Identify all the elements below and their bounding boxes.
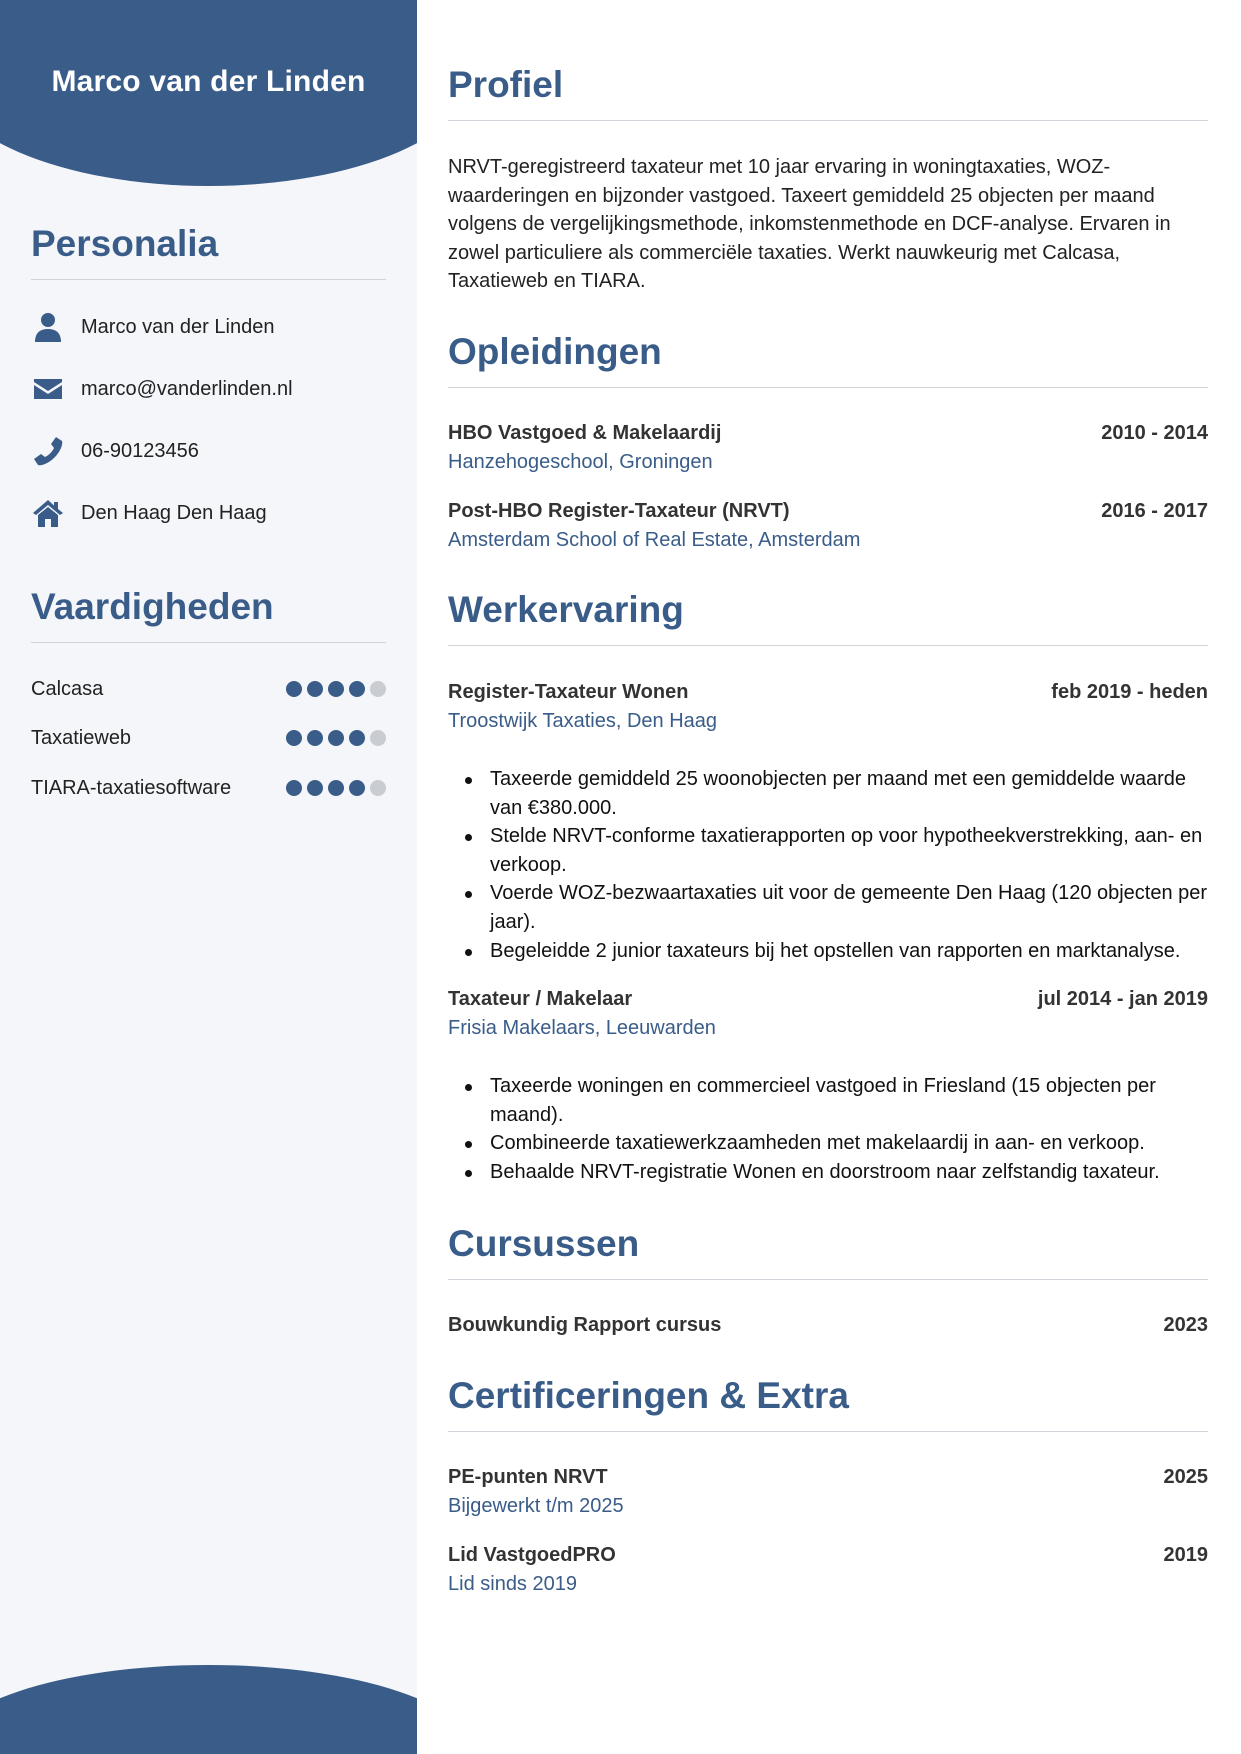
entry-date: 2023 [1163,1314,1208,1336]
entry-date: 2016 - 2017 [1101,500,1208,522]
rating-dot-filled [286,681,302,697]
entry-detail: Bijgewerkt t/m 2025 [448,1495,624,1517]
contact-address-row [31,496,267,530]
sidebar-footer-shape [0,1665,417,1754]
bullet-item: Taxeerde gemiddeld 25 woonobjecten per maand met een gemiddelde waarde van €380.000. [448,765,1208,822]
entry-title: PE-punten NRVT [448,1466,608,1488]
bullet-item: Begeleidde 2 junior taxateurs bij het opstellen van rapporten en marktanalyse. [448,937,1208,966]
work-entry [448,681,1208,965]
envelope-icon [31,372,65,406]
skill-name: Calcasa [31,677,104,700]
rating-dot-filled [349,681,365,697]
skill-row [31,723,386,753]
entry-date: 2019 [1163,1544,1208,1566]
cert-entry [448,1544,1208,1596]
entry-title: Taxateur / Makelaar [448,988,633,1010]
skill-name: Taxatieweb [31,726,132,749]
sidebar [0,0,417,1754]
rating-dot-filled [328,780,344,796]
profile-text: NRVT-geregistreerd taxateur met 10 jaar ervaring in woningtaxaties, WOZ-waarderingen en bijzonder vastgoed. Taxeert gemiddeld 25 objecten per maand volgens de vergelijkingsmethode, inkomstenmethode en DCF-analyse. Ervaren in zowel particuliere als commerciële taxaties. Werkt nauwkeurig met Calcasa, Taxatieweb en TIARA. [448,156,1171,293]
entry-date: 2010 - 2014 [1101,422,1208,444]
entry-title: Register-Taxateur Wonen [448,681,689,703]
bullet-item: Stelde NRVT-conforme taxatierapporten op voor hypotheekverstrekking, aan- en verkoop. [448,822,1208,879]
entry-title: Bouwkundig Rapport cursus [448,1314,722,1336]
education-entry [448,422,1208,474]
rating-dot-filled [286,730,302,746]
user-icon [31,310,65,344]
work-entry [448,988,1208,1186]
personalia-title: Personalia [31,223,386,280]
contact-email-row[interactable] [31,372,293,406]
cert-title: Certificeringen & Extra [448,1375,1208,1432]
contact-name-row [31,310,274,344]
work-bullets [448,1072,1208,1186]
entry-date: feb 2019 - heden [1051,681,1208,703]
entry-institution: Amsterdam School of Real Estate, Amsterdam [448,529,861,551]
entry-title: HBO Vastgoed & Makelaardij [448,422,722,444]
work-bullets [448,765,1208,965]
rating-dot-filled [328,730,344,746]
skill-name: TIARA-taxatiesoftware [31,776,232,799]
rating-dot-filled [286,780,302,796]
entry-company: Frisia Makelaars, Leeuwarden [448,1017,716,1039]
education-entry [448,500,1208,552]
entry-date: jul 2014 - jan 2019 [1037,988,1208,1010]
skill-row [31,674,386,704]
entry-institution: Hanzehogeschool, Groningen [448,451,713,473]
bullet-item: Voerde WOZ-bezwaartaxaties uit voor de gemeente Den Haag (120 objecten per jaar). [448,879,1208,936]
contact-name: Marco van der Linden [81,315,275,338]
courses-title: Cursussen [448,1223,1208,1280]
home-icon [31,496,65,530]
skill-row [31,773,386,803]
rating-dot-filled [349,730,365,746]
contact-address: Den Haag Den Haag [81,501,267,524]
education-title: Opleidingen [448,331,1208,388]
course-entry [448,1314,1208,1337]
phone-icon [31,434,65,468]
entry-title: Post-HBO Register-Taxateur (NRVT) [448,500,790,522]
rating-dot-empty [370,780,386,796]
skill-rating [286,730,386,746]
skill-rating [286,780,386,796]
contact-email[interactable]: marco@vanderlinden.nl [81,377,293,400]
work-title: Werkervaring [448,589,1208,646]
rating-dot-filled [349,780,365,796]
rating-dot-filled [328,681,344,697]
rating-dot-filled [307,681,323,697]
bullet-item: Taxeerde woningen en commercieel vastgoed in Friesland (15 objecten per maand). [448,1072,1208,1129]
skills-title: Vaardigheden [31,586,386,643]
candidate-name: Marco van der Linden [51,65,366,98]
entry-date: 2025 [1163,1466,1208,1488]
entry-company: Troostwijk Taxaties, Den Haag [448,710,718,732]
bullet-item: Combineerde taxatiewerkzaamheden met makelaardij in aan- en verkoop. [448,1129,1208,1158]
bullet-item: Behaalde NRVT-registratie Wonen en doorstroom naar zelfstandig taxateur. [448,1158,1208,1187]
contact-phone[interactable]: 06-90123456 [81,439,199,462]
entry-detail: Lid sinds 2019 [448,1573,577,1595]
skill-rating [286,681,386,697]
contact-phone-row[interactable] [31,434,199,468]
rating-dot-filled [307,730,323,746]
rating-dot-filled [307,780,323,796]
entry-title: Lid VastgoedPRO [448,1544,616,1566]
profile-title: Profiel [448,64,1208,121]
rating-dot-empty [370,730,386,746]
cert-entry [448,1466,1208,1518]
rating-dot-empty [370,681,386,697]
